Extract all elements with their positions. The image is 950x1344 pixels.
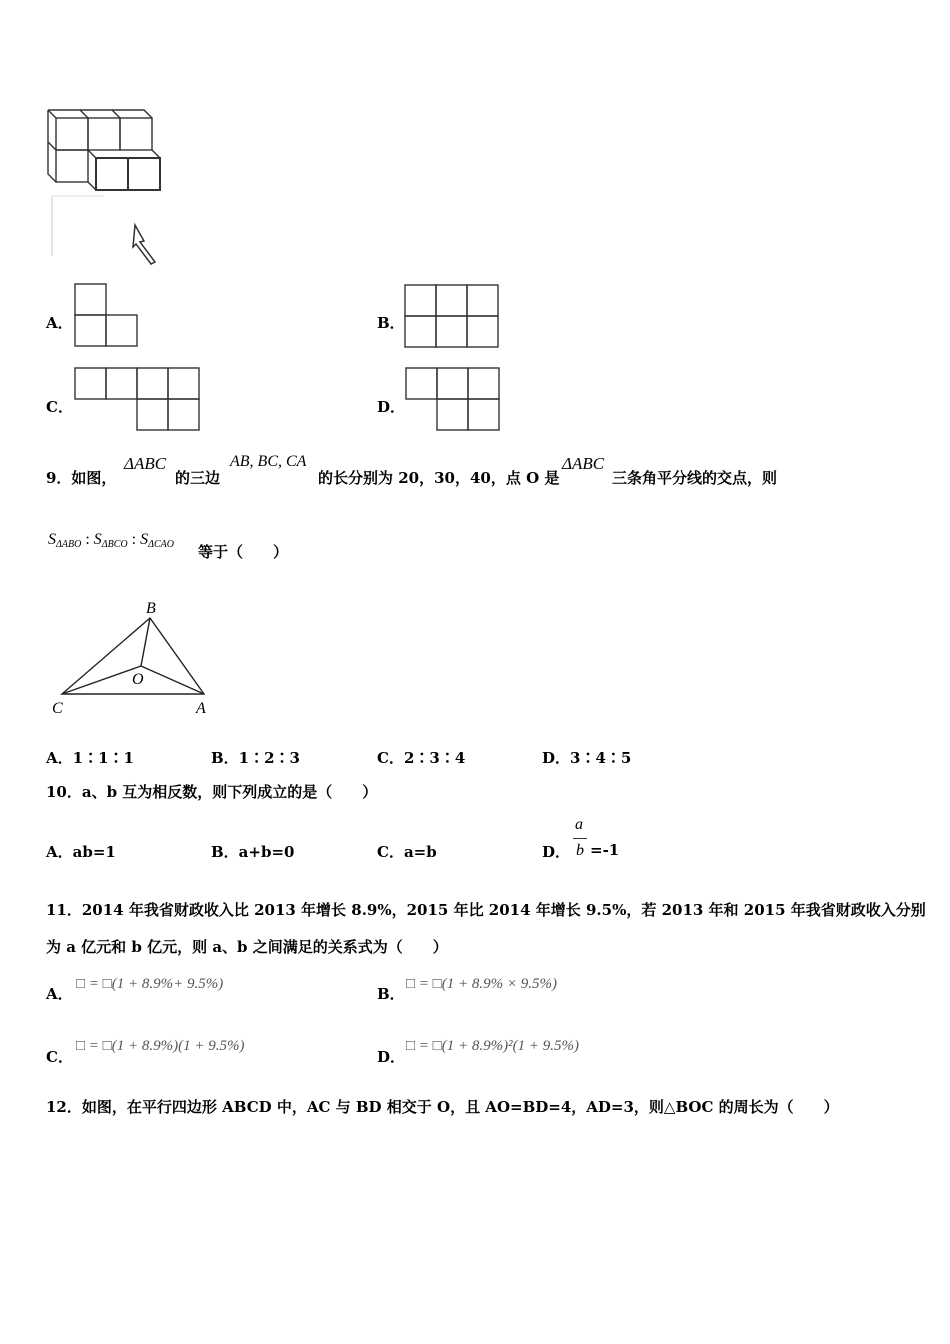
q9-sides-ab-bc-ca: AB, BC, CA	[230, 453, 307, 470]
q9-label-a: A	[196, 700, 206, 717]
q9-option-b: B．1∶2∶3	[211, 749, 300, 767]
q12-stem: 12．如图，在平行四边形 ABCD 中，AC 与 BD 相交于 O，且 AO=BD=4，AD=3，则△BOC 的周长为（ ）	[46, 1098, 839, 1116]
q11-option-a-label: A．	[46, 985, 73, 1003]
q9-label-c: C	[52, 700, 63, 717]
q9-area-ratio: $S_{\Delta ABO}$ : $S_{\Delta BCO}$ : $S_{\Delta CAO}$	[48, 531, 174, 550]
q11-option-c-formula: □ = □(1 + 8.9%)(1 + 9.5%)	[76, 1038, 245, 1054]
q9-text-lengths: 的长分别为 20，30，40，点 O 是	[318, 469, 560, 487]
q11-option-b-formula: □ = □(1 + 8.9% × 9.5%)	[406, 976, 557, 992]
q11-option-c-label: C．	[46, 1048, 73, 1066]
q9-option-d: D．3∶4∶5	[542, 749, 632, 767]
q9-label-o: O	[132, 671, 144, 688]
q9-label-b: B	[146, 600, 156, 617]
q10-fraction-numerator: a	[575, 816, 583, 833]
q11-option-a-formula: □ = □(1 + 8.9%+ 9.5%)	[76, 976, 224, 992]
q9-text-bisectors: 三条角平分线的交点，则	[612, 469, 778, 487]
q10-fraction-denominator: b	[576, 842, 584, 859]
view-arrow-icon	[133, 225, 155, 264]
q11-option-d-formula: □ = □(1 + 8.9%)²(1 + 9.5%)	[406, 1038, 579, 1054]
q11-option-b-label: B．	[377, 985, 405, 1003]
q9-equals-prompt: 等于（ ）	[198, 543, 289, 561]
q8-option-d-label: D．	[377, 398, 406, 416]
q8-option-b-label: B．	[377, 314, 405, 332]
q10-fraction-bar	[573, 838, 587, 839]
q10-option-d-tail: =-1	[590, 841, 620, 859]
q9-triangle-abc-2: ΔABC	[562, 454, 605, 473]
q10-stem: 10．a、b 互为相反数，则下列成立的是（ ）	[46, 783, 378, 801]
q8-option-b-figure	[404, 284, 500, 350]
q9-triangle-figure	[46, 598, 216, 720]
q10-option-a: A．ab=1	[46, 843, 116, 861]
q8-option-a-label: A．	[46, 314, 73, 332]
q9-option-a: A．1∶1∶1	[46, 749, 134, 767]
q9-triangle-abc-1: ΔABC	[124, 454, 167, 473]
q8-option-c-label: C．	[46, 398, 73, 416]
q8-option-d-figure	[405, 367, 503, 433]
q9-number: 9．如图，	[46, 469, 117, 487]
q11-option-d-label: D．	[377, 1048, 406, 1066]
q8-option-c-figure	[74, 367, 202, 433]
q10-option-c: C．a=b	[377, 843, 437, 861]
q11-stem-line2: 为 a 亿元和 b 亿元，则 a、b 之间满足的关系式为（ ）	[46, 938, 448, 956]
q10-option-d-label: D．	[542, 843, 571, 861]
q11-stem-line1: 11．2014 年我省财政收入比 2013 年增长 8.9%，2015 年比 2014 年增长 9.5%，若 2013 年和 2015 年我省财政收入分别	[46, 901, 926, 919]
q9-option-c: C．2∶3∶4	[377, 749, 466, 767]
cube-stack-figure	[44, 108, 164, 268]
q10-option-b: B．a+b=0	[211, 843, 295, 861]
q8-option-a-figure	[74, 283, 138, 349]
q9-text-sides: 的三边	[175, 469, 221, 487]
